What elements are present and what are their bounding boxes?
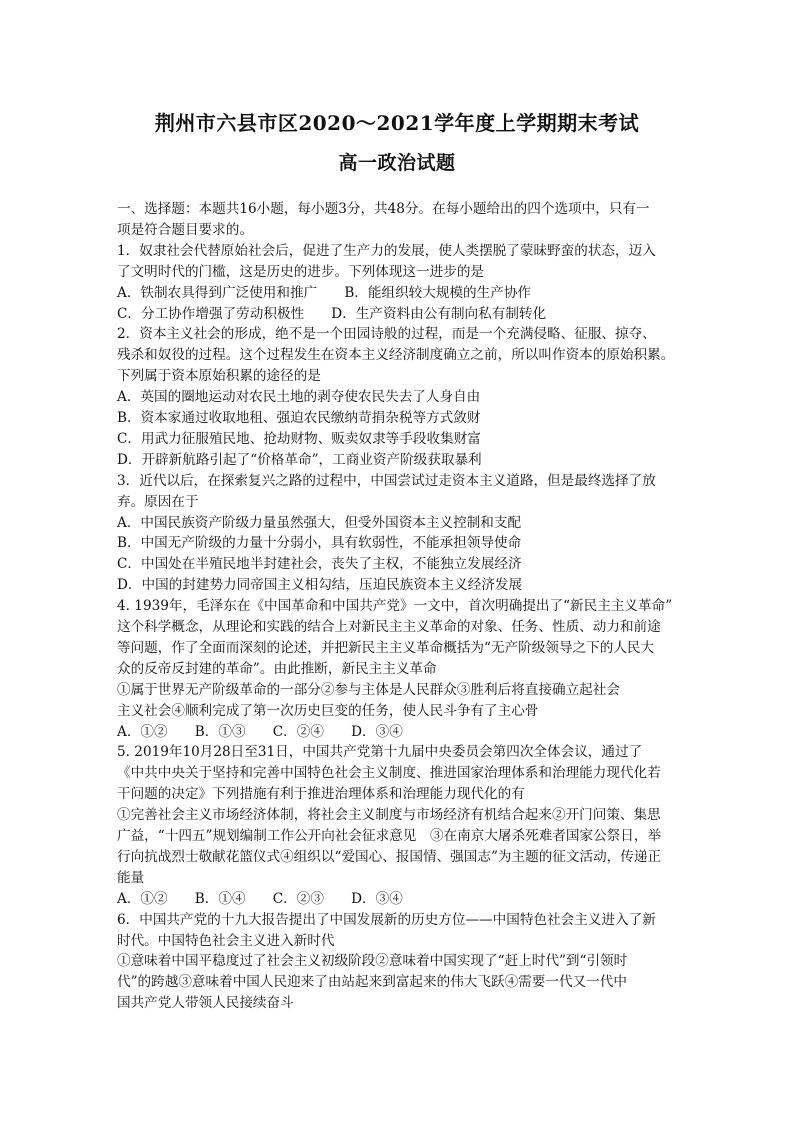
text-line: A．中国民族资产阶级力量虽然强大，但受外国资本主义控制和支配 [117, 514, 522, 531]
text-line: ①属于世界无产阶级革命的一部分②参与主体是人民群众③胜利后将直接确立起社会 [117, 681, 620, 698]
text-line: 3．近代以后，在探索复兴之路的过程中，中国尝试过走资本主义道路，但是最终选择了放 [117, 472, 656, 489]
text-line: A．铁制农具得到广泛使用和推广 B．能组织较大规模的生产协作 [117, 284, 532, 301]
text-line: 干问题的决定》下列措施有利于推进治理体系和治理能力现代化的有 [117, 786, 525, 803]
text-line: 一、选择题：本题共16小题，每小题3分，共48分。在每小题给出的四个选项中，只有一 [117, 201, 650, 217]
text-line: 项是符合题目要求的。 [117, 221, 253, 238]
text-line: ①意味着中国平稳度过了社会主义初级阶段②意味着中国实现了“赶上时代”到“引领时 [117, 953, 628, 970]
text-line: 了文明时代的门槛，这是历史的进步。下列体现这一进步的是 [117, 263, 485, 280]
text-line: A．①② B．①③ C．②④ D．③④ [117, 723, 403, 740]
text-line: 代”的跨越③意味着中国人民迎来了由站起来到富起来的伟大飞跃④需要一代又一代中 [117, 974, 627, 991]
text-line: B．资本家通过收取地租、强迫农民缴纳苛捐杂税等方式敛财 [117, 410, 481, 426]
text-line: 下列属于资本原始积累的途径的是 [117, 368, 321, 385]
text-line: 5. 2019年10月28日至31日，中国共产党第十九届中央委员会第四次全体会议，通过了 [117, 744, 643, 761]
text-line: C．用武力征服殖民地、抢劫财物、贩卖奴隶等手段收集财富 [117, 430, 481, 447]
text-line: 1．奴隶社会代替原始社会后，促进了生产力的发展，使人类摆脱了蒙昧野蛮的状态，迈入 [117, 242, 656, 259]
document-subtitle: 高一政治试题 [338, 152, 456, 174]
text-line: A．英国的圈地运动对农民土地的剥夺使农民失去了人身自由 [117, 389, 481, 406]
document-title: 荆州市六县市区2020～2021学年度上学期期末考试 [154, 111, 640, 135]
text-line: C．分工协作增强了劳动积极性 D．生产资料由公有制向私有制转化 [117, 305, 547, 322]
text-line: 这个科学概念，从理论和实践的结合上对新民主主义革命的对象、任务、性质、动力和前途 [117, 619, 661, 635]
text-line: 残杀和奴役的过程。这个过程发生在资本主义经济制度确立之前，所以叫作资本的原始积累。 [117, 347, 675, 364]
text-line: 弃。原因在于 [117, 493, 199, 510]
text-line: 4. 1939年，毛泽东在《中国革命和中国共产党》一文中，首次明确提出了“新民主主义革命” [117, 598, 673, 615]
text-line: 2．资本主义社会的形成，绝不是一个田园诗般的过程，而是一个充满侵略、征服、掠夺、 [117, 326, 656, 343]
text-line: A．①② B．①④ C．②③ D．③④ [117, 890, 403, 907]
text-line: B．中国无产阶级的力量十分弱小，具有软弱性，不能承担领导使命 [117, 535, 522, 552]
text-line: 时代。中国特色社会主义进入新时代 [117, 932, 335, 949]
text-line: 主义社会④顺利完成了第一次历史巨变的任务，使人民斗争有了主心骨 [117, 702, 539, 719]
text-line: 广益，“十四五”规划编制工作公开向社会征求意见 ③在南京大屠杀死难者国家公祭日，举 [117, 828, 662, 844]
text-line: D．中国的封建势力同帝国主义相勾结，压迫民族资本主义经济发展 [117, 577, 523, 594]
text-line: 等问题，作了全面而深刻的论述，并把新民主主义革命概括为“无产阶级领导之下的人民大 [117, 639, 655, 656]
text-line: 众的反帝反封建的革命”。由此推断，新民主主义革命 [117, 660, 437, 677]
text-line: 行向抗战烈士敬献花篮仪式④组织以“爱国心、报国情、强国志”为主题的征文活动，传递正 [117, 848, 662, 865]
text-line: 能量 [117, 869, 145, 886]
text-line: 6．中国共产党的十九大报告提出了中国发展新的历史方位——中国特色社会主义进入了新 [117, 911, 656, 928]
text-line: ①完善社会主义市场经济体制，将社会主义制度与市场经济有机结合起来②开门问策、集思 [117, 807, 661, 824]
text-line: 《中共中央关于坚持和完善中国特色社会主义制度、推进国家治理体系和治理能力现代化若 [117, 765, 661, 782]
text-line: C．中国处在半殖民地半封建社会，丧失了主权，不能独立发展经济 [117, 556, 522, 573]
text-line: D．开辟新航路引起了“价格革命”，工商业资产阶级获取暴利 [117, 451, 482, 468]
text-line: 国共产党人带领人民接续奋斗 [117, 995, 294, 1012]
